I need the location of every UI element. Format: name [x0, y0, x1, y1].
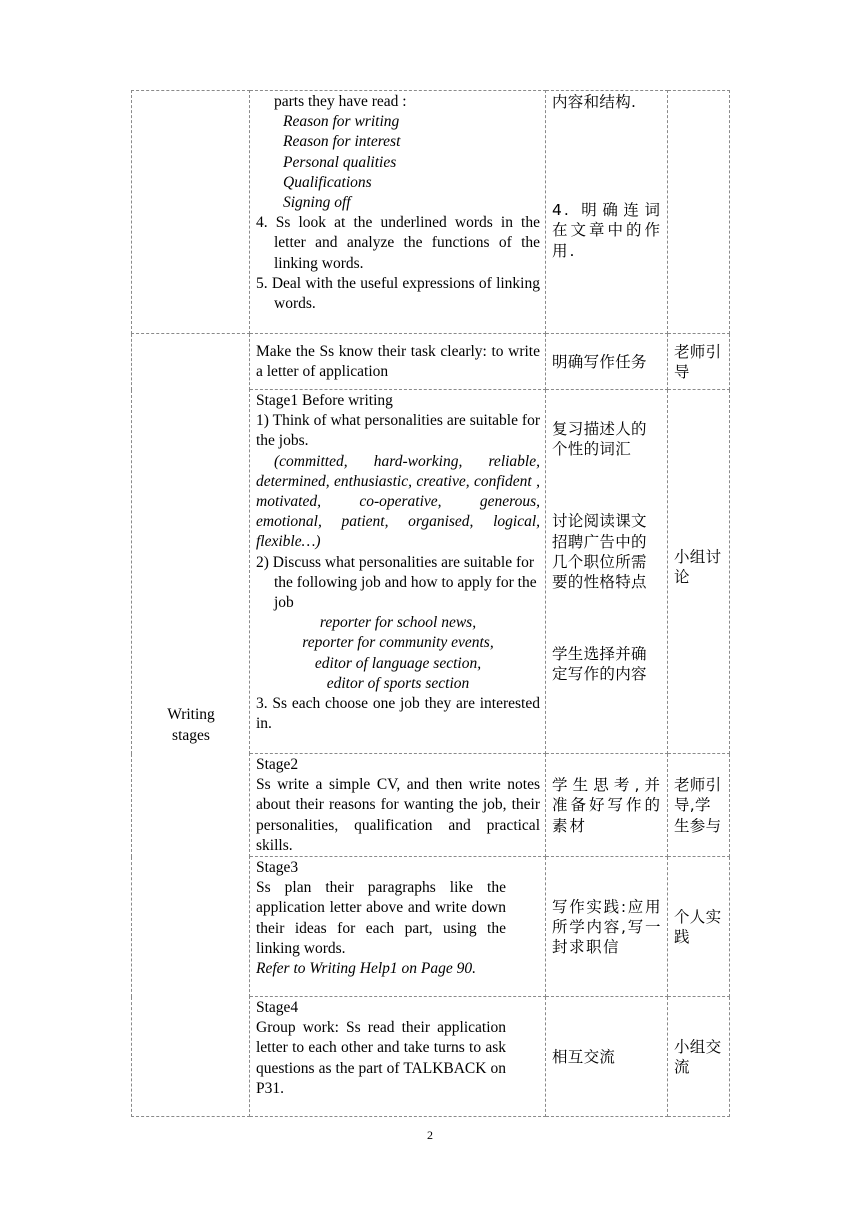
purpose-cell — [546, 997, 668, 1117]
form-cell — [668, 997, 730, 1117]
purpose-cell — [546, 754, 668, 857]
table-row — [132, 91, 730, 334]
purpose-text: 学生思考,并准备好写作的素材 — [552, 776, 662, 835]
form-cell — [668, 390, 730, 754]
purpose-cell — [546, 390, 668, 754]
job-item: reporter for community events, — [302, 634, 494, 652]
purpose-text: 明确写作任务 — [552, 352, 647, 371]
personality-words: (committed, hard-working, reliable, determined, enthusiastic, creative, confident , motivated, co-operative, generous, emotional, patient, organised, logical, flexible…) — [256, 452, 540, 551]
activity-cell — [250, 997, 546, 1117]
purpose-text: 复习描述人的个性的词汇 — [552, 420, 647, 459]
letter-part: Reason for interest — [283, 133, 401, 151]
letter-part: Reason for writing — [283, 113, 400, 131]
lesson-plan-table — [131, 90, 730, 1117]
activity-step: 3. Ss each choose one job they are interested in. — [256, 695, 540, 733]
activity-cell — [250, 390, 546, 754]
activity-step: 2) Discuss what personalities are suitable for the following job and how to apply for the job — [256, 553, 537, 612]
purpose-cell — [546, 857, 668, 997]
purpose-text: 内容和结构. — [552, 93, 637, 111]
activity-line: parts they have read : — [274, 93, 407, 110]
letter-part: Personal qualities — [283, 153, 397, 171]
activity-cell — [250, 334, 546, 390]
activity-step: 1) Think of what personalities are suitable for the jobs. — [256, 412, 540, 450]
activity-cell — [250, 754, 546, 857]
purpose-text: 相互交流 — [552, 1047, 616, 1066]
activity-text: Ss write a simple CV, and then write notes about their reasons for wanting the job, their personalities, qualification and practical skills. — [256, 776, 540, 854]
stage-title: Stage1 Before writing — [256, 392, 393, 409]
activity-cell — [250, 857, 546, 997]
page-number: 2 — [427, 1128, 433, 1142]
purpose-text: 学生选择并确定写作的内容 — [552, 645, 647, 684]
purpose-text: 写作实践:应用所学内容,写一封求职信 — [552, 897, 662, 957]
stage-title: Stage4 — [256, 999, 299, 1017]
purpose-cell — [546, 91, 668, 334]
section-label: Writing — [167, 706, 215, 724]
form-text: 老师引导 — [674, 342, 722, 381]
form-cell — [668, 857, 730, 997]
job-item: reporter for school news, — [319, 614, 477, 632]
form-text: 小组交流 — [674, 1037, 722, 1077]
purpose-text: 讨论阅读课文招聘广告中的几个职位所需要的性格特点 — [552, 512, 647, 592]
reference-note: Refer to Writing Help1 on Page 90. — [256, 960, 476, 978]
form-cell-empty — [668, 91, 730, 334]
letter-part: Signing off — [283, 194, 351, 212]
activity-step: 5. Deal with the useful expressions of linking words. — [256, 274, 540, 313]
form-text: 个人实践 — [674, 907, 722, 947]
form-cell — [668, 754, 730, 857]
form-text: 老师引导,学生参与 — [674, 776, 722, 835]
stage-title: Stage2 — [256, 756, 299, 773]
activity-step: 4. Ss look at the underlined words in the letter and analyze the functions of the linking words. — [256, 214, 540, 272]
activity-text: Ss plan their paragraphs like the application letter above and write down their ideas for each part, using the linking words. — [256, 879, 506, 957]
job-item: editor of sports section — [326, 674, 470, 692]
stage-cell-empty — [132, 91, 250, 334]
job-item: editor of language section, — [314, 654, 482, 672]
activity-cell — [250, 91, 546, 334]
table-row — [132, 334, 730, 390]
activity-text: Group work: Ss read their application letter to each other and take turns to ask questions as the part of TALKBACK on P31. — [256, 1019, 506, 1097]
form-text: 小组讨论 — [674, 547, 722, 586]
purpose-cell — [546, 334, 668, 390]
letter-part: Qualifications — [283, 173, 372, 191]
stage-title: Stage3 — [256, 859, 299, 877]
activity-text: Make the Ss know their task clearly: to write a letter of application — [256, 342, 540, 380]
section-label: stages — [172, 726, 210, 744]
purpose-text: 4. 明确连词在文章中的作用. — [552, 201, 662, 260]
section-label-cell — [132, 334, 250, 1117]
form-cell — [668, 334, 730, 390]
